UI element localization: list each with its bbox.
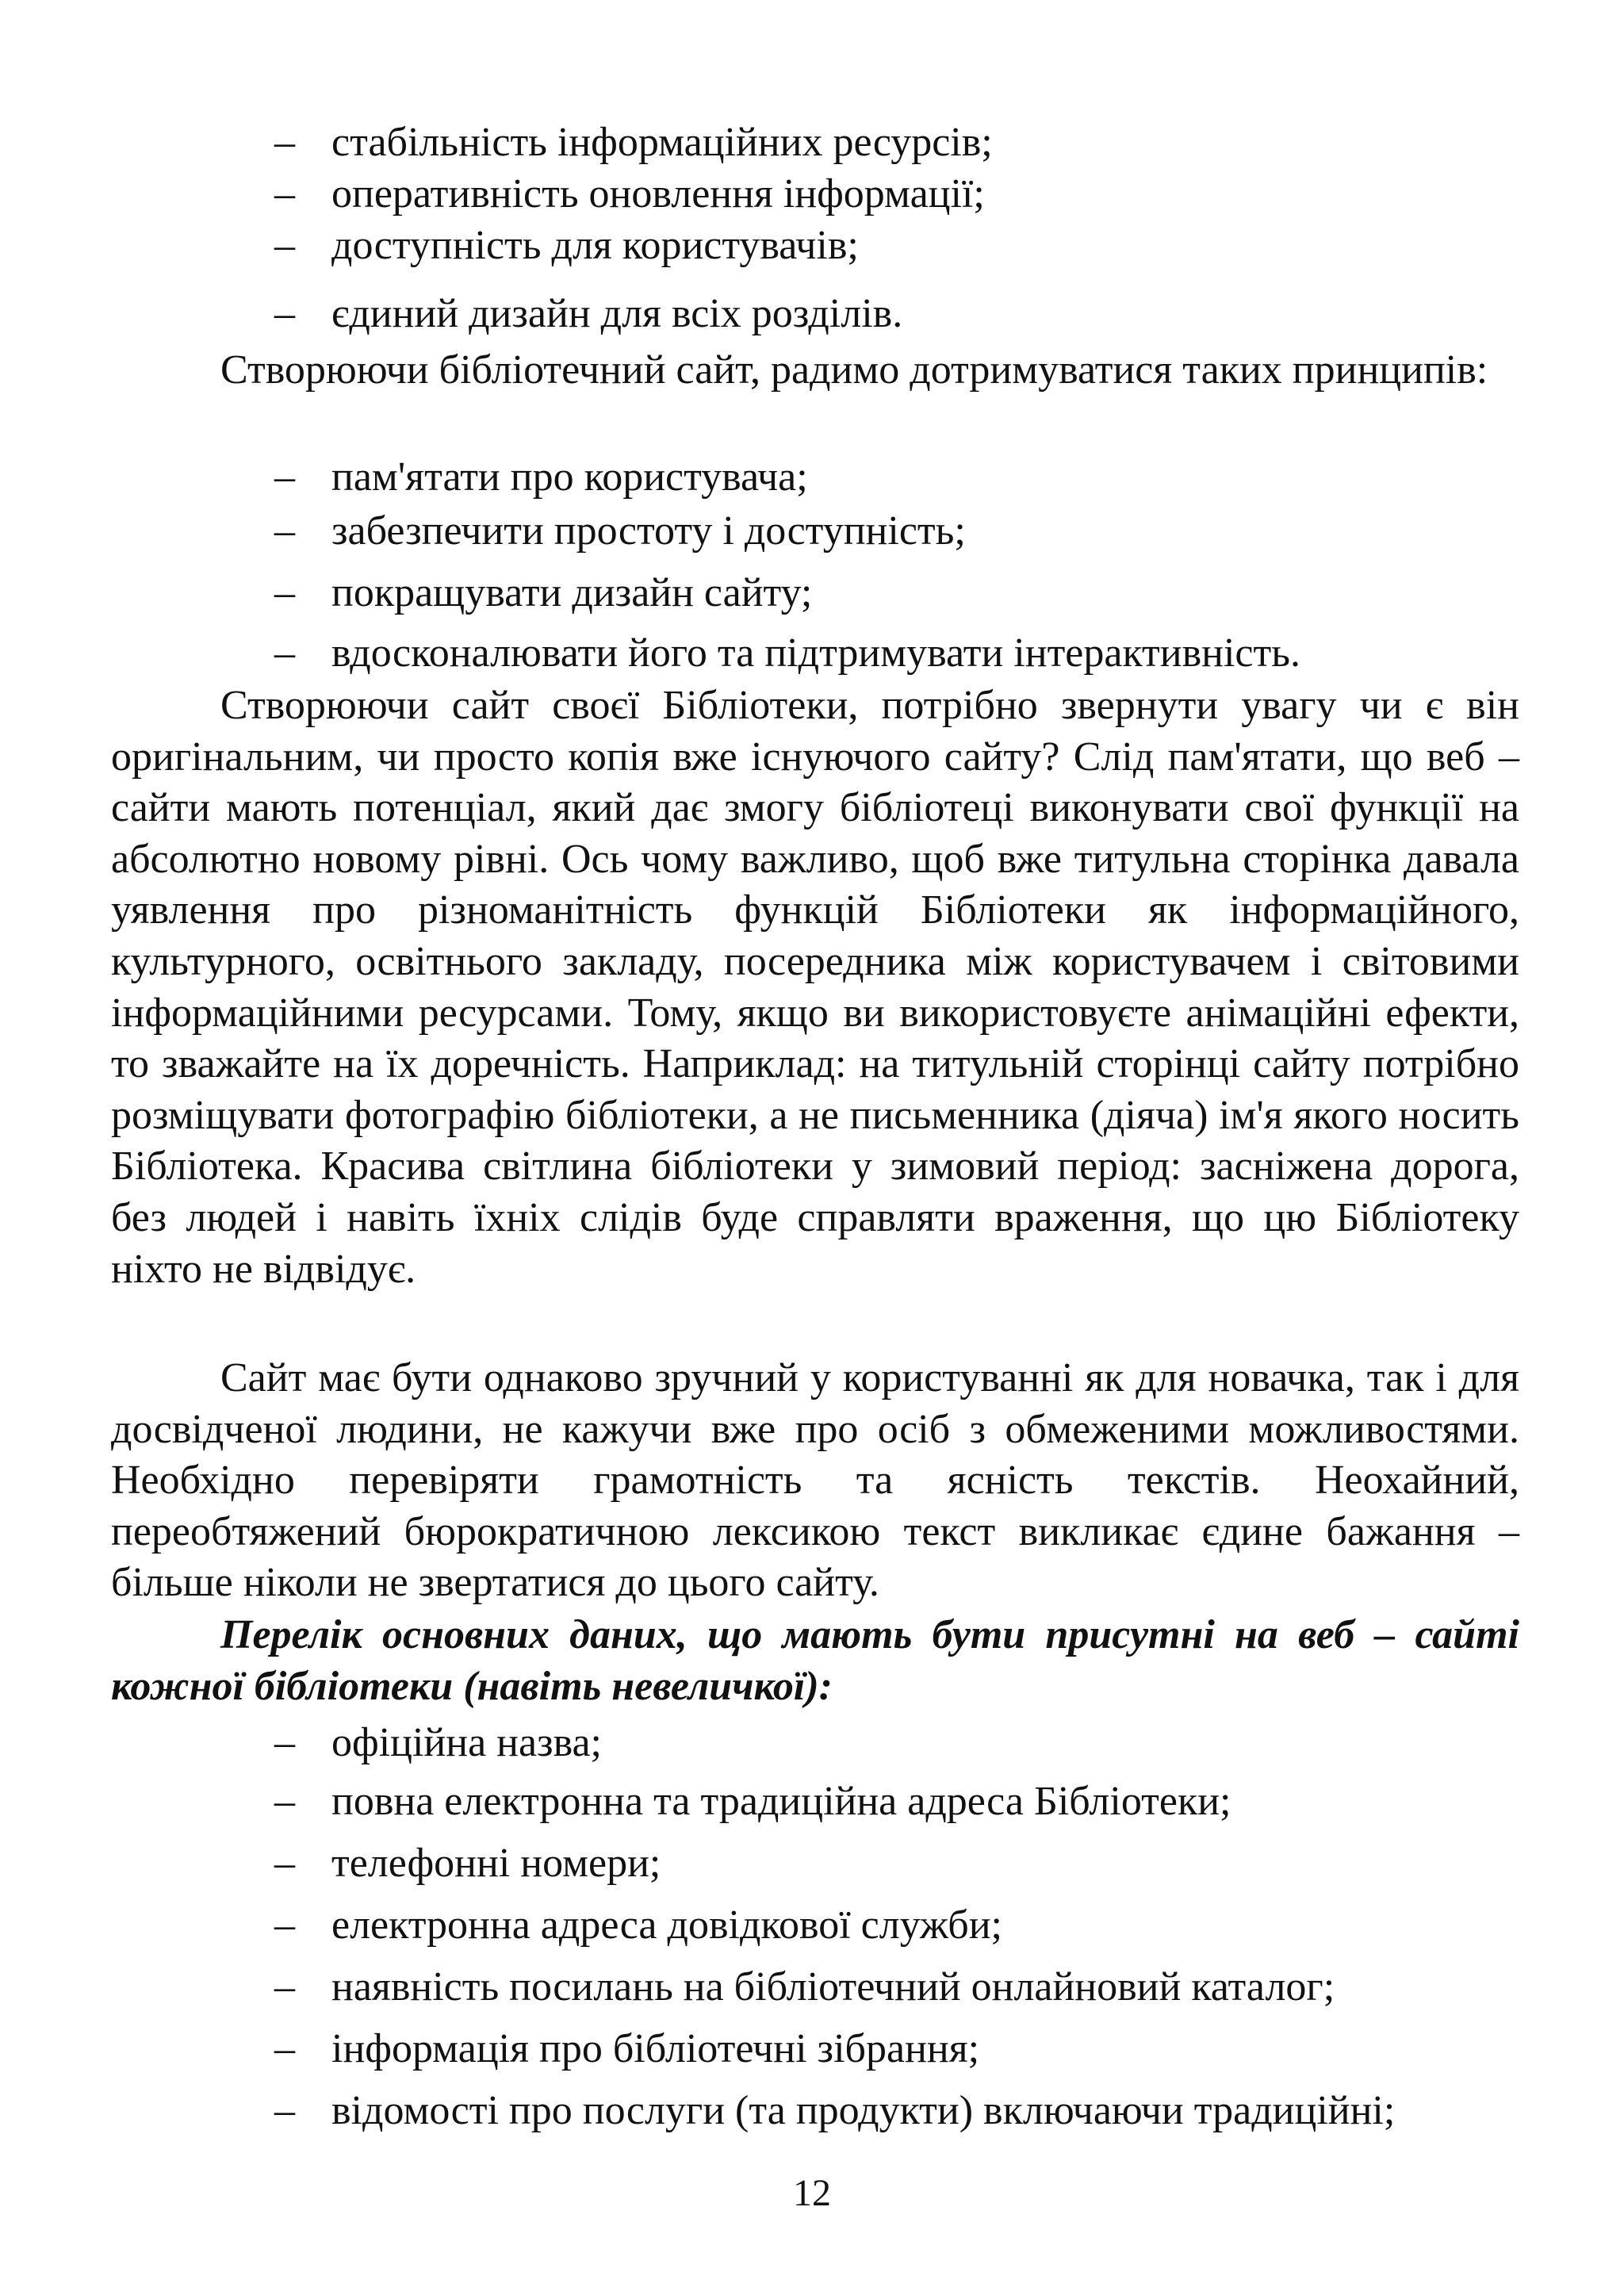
dash-marker: – — [274, 570, 295, 615]
list-item-text: електронна адреса довідкової служби; — [331, 1902, 1002, 1948]
list-item-text: доступність для користувачів; — [331, 223, 859, 268]
list-item-text: відомості про послуги (та продукти) включаючи традиційні; — [331, 2088, 1396, 2133]
paragraph: Створюючи сайт своєї Бібліотеки, потрібно звернути увагу чи є він оригінальним, чи просто копія вже існуючого сайту? Слід пам'ятати, що веб – сайти мають потенціал, який дає змогу бібліотеці виконувати свої функції на абсолютно новому рівні. Ось чому важливо, щоб вже титульна сторінка давала уявлення про різноманітність функцій Бібліотеки як інформаційного, культурного, освітнього закладу, посередника між користувачем і світовими інформаційними ресурсами. Тому, якщо ви використовуєте анімаційні ефекти, то зважайте на їх доречність. Наприклад: на титульній сторінці сайту потрібно розміщувати фотографію бібліотеки, а не письменника (діяча) ім'я якого носить Бібліотека. Красива світлина бібліотеки у зимовий період: засніжена дорога, без людей і навіть їхніх слідів буде справляти враження, що цю Бібліотеку ніхто не відвідує. — [111, 683, 1519, 1292]
dash-marker: – — [274, 223, 295, 268]
paragraph: Сайт має бути однаково зручний у користуванні як для новачка, так і для досвідченої людини, не кажучи вже про осіб з обмеженими можливостями. Необхідно перевіряти грамотність та ясність текстів. Неохайний, переобтяжений бюрократичною лексикою текст викликає єдине бажання – більше ніколи не звертатися до цього сайту. — [111, 1355, 1519, 1606]
list-item-text: інформація про бібліотечні зібрання; — [331, 2026, 980, 2071]
dash-marker: – — [274, 171, 295, 216]
dash-marker: – — [274, 1841, 295, 1886]
list-item-text: повна електронна та традиційна адреса Бібліотеки; — [331, 1779, 1231, 1824]
list-item-text: телефонні номери; — [331, 1841, 661, 1886]
dash-marker: – — [274, 2026, 295, 2071]
list-item-text: пам'ятати про користувача; — [331, 454, 808, 500]
dash-marker: – — [274, 1964, 295, 2010]
list-item-text: вдосконалювати його та підтримувати інтерактивність. — [331, 630, 1300, 676]
page-number: 12 — [793, 2172, 831, 2214]
dash-marker: – — [274, 508, 295, 554]
dash-marker: – — [274, 1779, 295, 1824]
list-item-text: стабільність інформаційних ресурсів; — [331, 120, 993, 165]
paragraph: Створюючи бібліотечний сайт, радимо дотримуватися таких принципів: — [220, 347, 1488, 393]
dash-marker: – — [274, 2088, 295, 2133]
dash-marker: – — [274, 120, 295, 165]
list-item-text: єдиний дизайн для всіх розділів. — [331, 291, 903, 336]
list-item-text: покращувати дизайн сайту; — [331, 570, 813, 615]
list-item-text: забезпечити простоту і доступність; — [331, 508, 966, 554]
dash-marker: – — [274, 630, 295, 676]
dash-marker: – — [274, 1720, 295, 1765]
list-item-text: наявність посилань на бібліотечний онлайновий каталог; — [331, 1964, 1335, 2010]
section-heading: Перелік основних даних, що мають бути присутні на веб – сайті кожної бібліотеки (навіть невеличкої): — [111, 1612, 1519, 1709]
dash-marker: – — [274, 291, 295, 336]
dash-marker: – — [274, 454, 295, 500]
dash-marker: – — [274, 1902, 295, 1948]
list-item-text: оперативність оновлення інформації; — [331, 171, 985, 216]
list-item-text: офіційна назва; — [331, 1720, 602, 1765]
